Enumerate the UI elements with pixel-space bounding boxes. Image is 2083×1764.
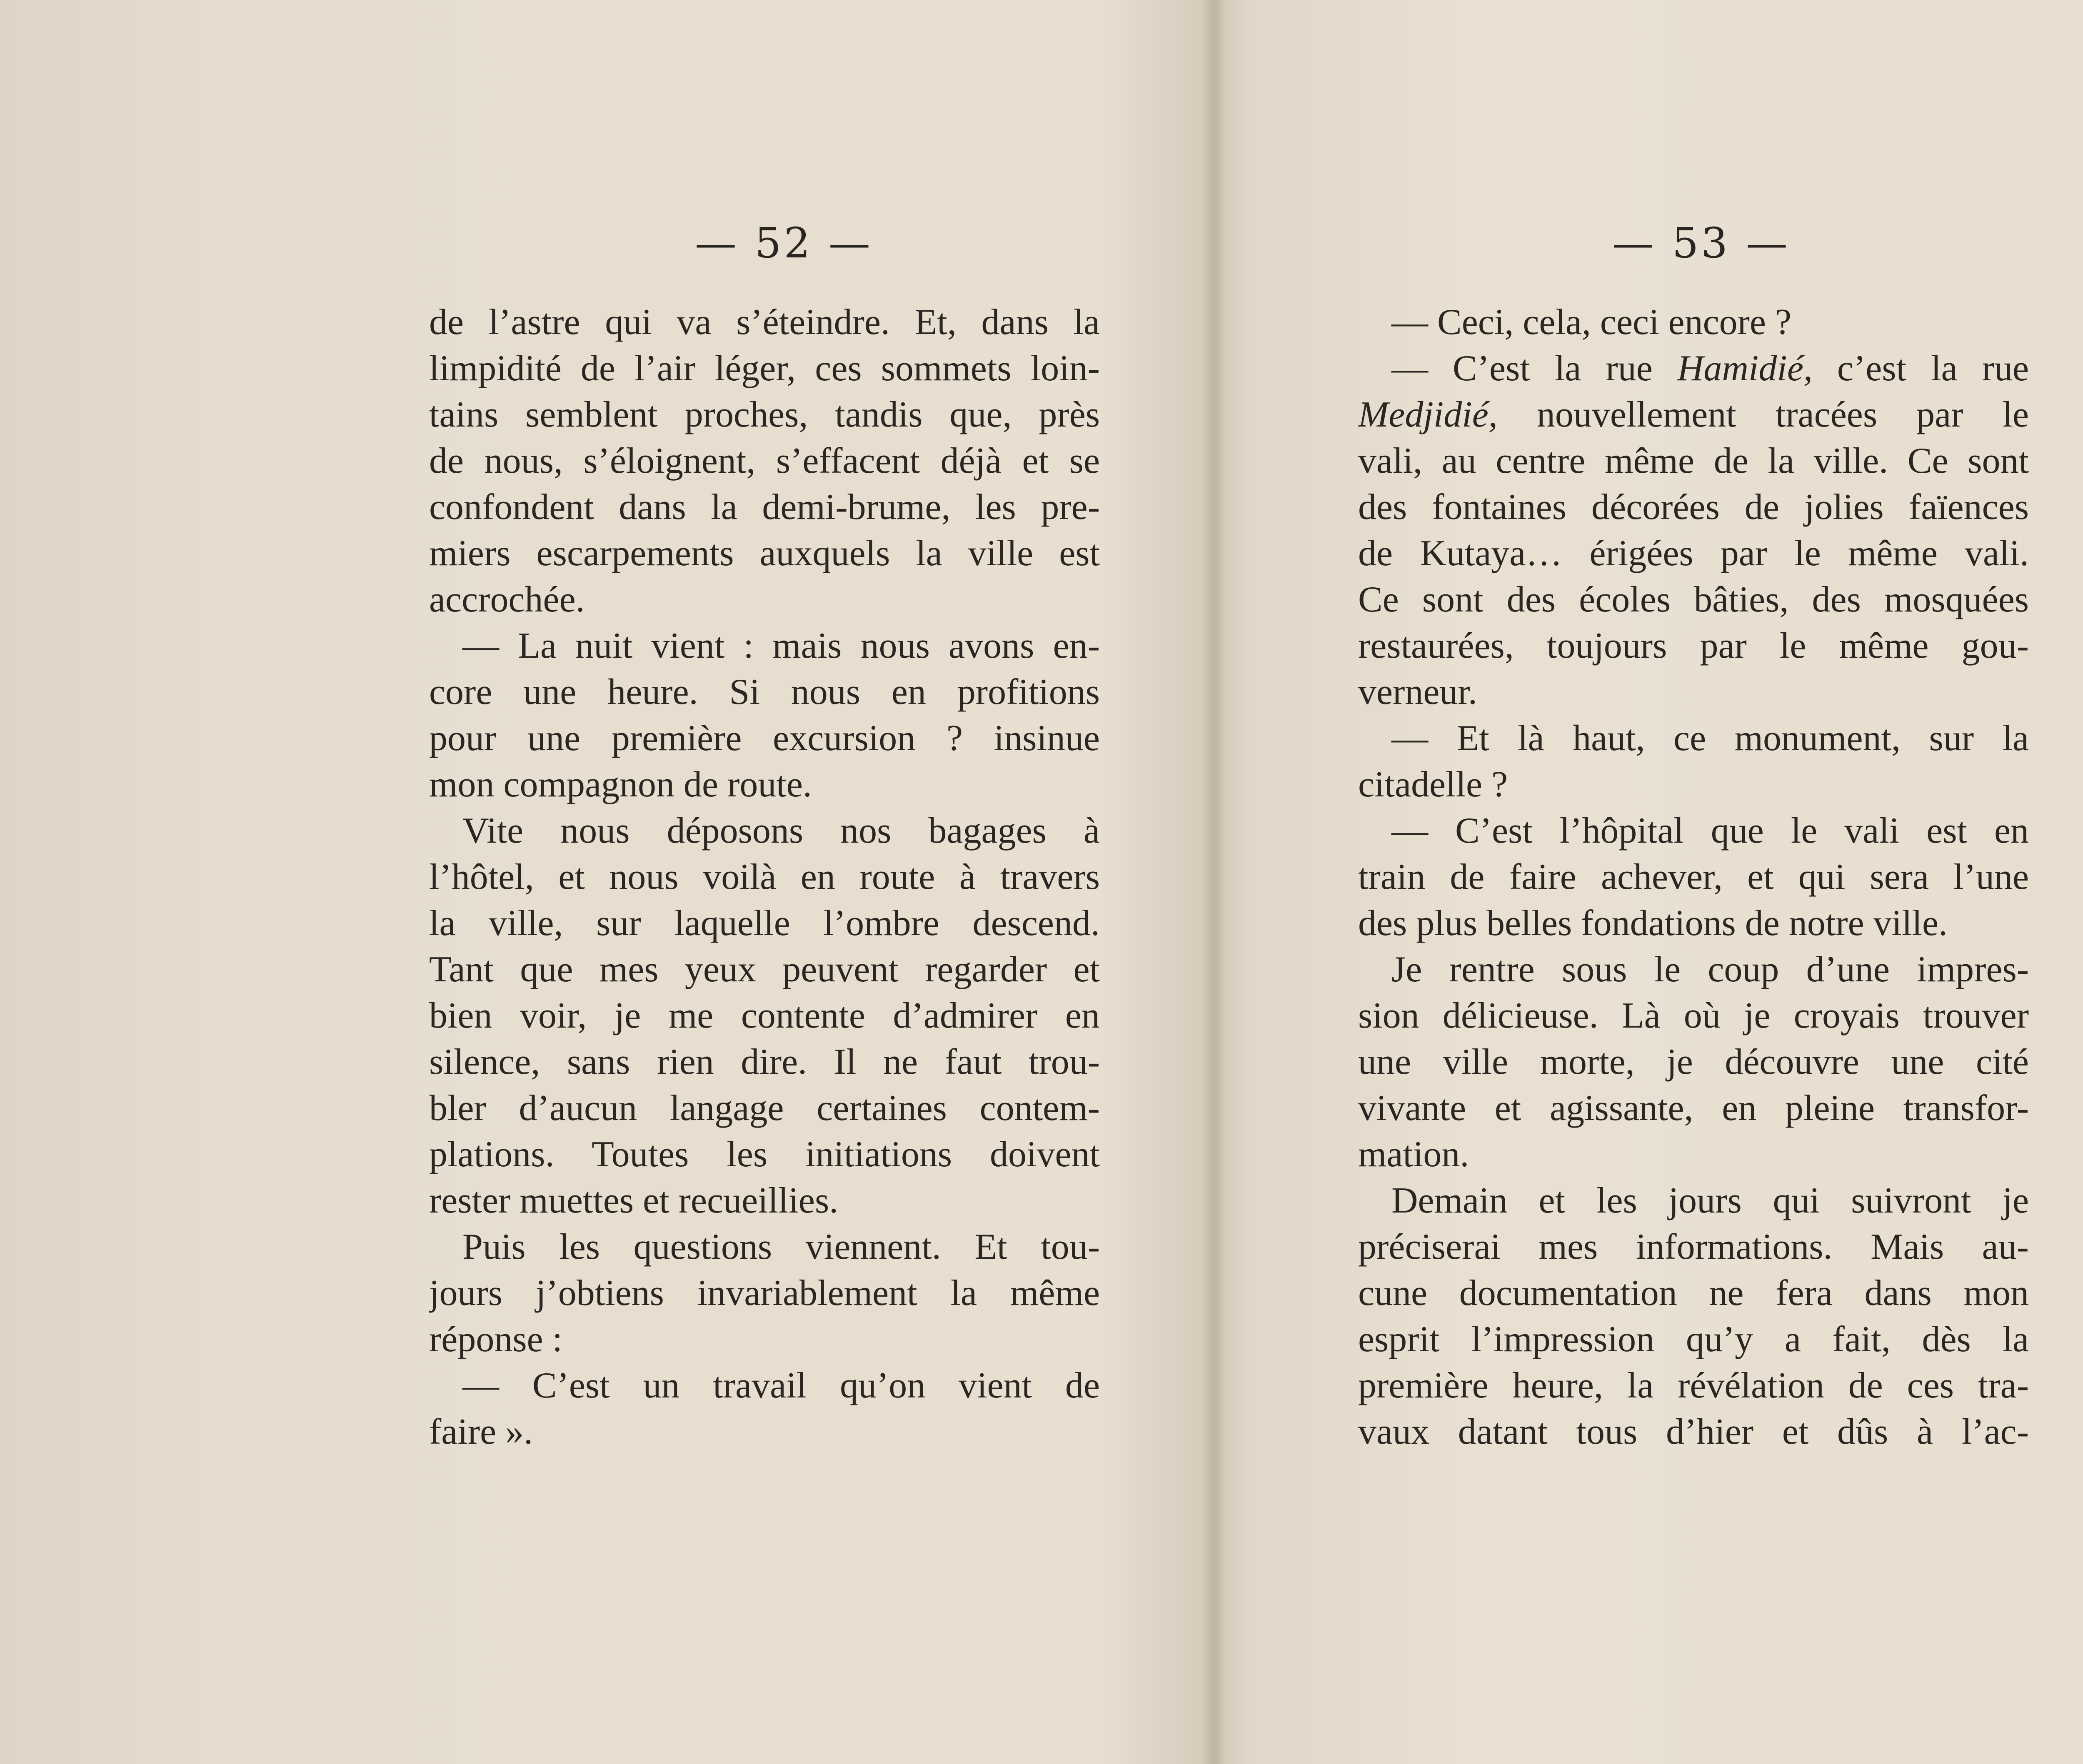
text-line: Ce sont des écoles bâties, des mosquées (1358, 579, 2029, 620)
text-line: Medjidié, nouvellement tracées par le (1358, 394, 2029, 435)
text-line: mon compagnon de route. (429, 764, 812, 805)
text-line: la ville, sur laquelle l’ombre descend. (429, 903, 1100, 943)
text-line: de l’astre qui va s’éteindre. Et, dans la (429, 302, 1100, 342)
right-page (1225, 0, 2083, 1764)
text-line: miers escarpements auxquels la ville est (429, 533, 1100, 574)
text-line: sion délicieuse. Là où je croyais trouver (1358, 996, 2029, 1036)
text-line: — C’est l’hôpital que le vali est en (1391, 811, 2029, 851)
text-line: — La nuit vient : mais nous avons en- (462, 626, 1100, 666)
text-line: mation. (1358, 1134, 1469, 1175)
text-line: — C’est la rue Hamidié, c’est la rue (1391, 348, 2029, 389)
text-line: — C’est un travail qu’on vient de (462, 1365, 1100, 1406)
text-line: Demain et les jours qui suivront je (1391, 1180, 2029, 1221)
text-line: des plus belles fondations de notre ville. (1358, 903, 1948, 943)
text-line: jours j’obtiens invariablement la même (429, 1273, 1100, 1313)
text-line: Puis les questions viennent. Et tou- (462, 1227, 1100, 1267)
page-number-right: — 53 — (1612, 219, 1790, 267)
text-line: préciserai mes informations. Mais au- (1358, 1227, 2029, 1267)
text-line: citadelle ? (1358, 764, 1508, 805)
text-line: une ville morte, je découvre une cité (1358, 1042, 2029, 1082)
text-line: vaux datant tous d’hier et dûs à l’ac- (1358, 1412, 2029, 1452)
text-line: — Ceci, cela, ceci encore ? (1391, 302, 1792, 342)
right-page-text (1358, 299, 2029, 1455)
text-line: bler d’aucun langage certaines contem- (429, 1088, 1100, 1128)
text-line: confondent dans la demi-brume, les pre- (429, 487, 1100, 527)
street-name-italic: Medjidié, (1358, 394, 1498, 435)
text-line: silence, sans rien dire. Il ne faut trou- (429, 1042, 1100, 1082)
text-line: pour une première excursion ? insinue (429, 718, 1100, 758)
text-line: restaurées, toujours par le même gou- (1358, 626, 2029, 666)
text-line: première heure, la révélation de ces tra- (1358, 1365, 2029, 1406)
text-line: de nous, s’éloignent, s’effacent déjà et se (429, 441, 1100, 481)
text-line: faire ». (429, 1412, 533, 1452)
text-line: core une heure. Si nous en profitions (429, 672, 1100, 712)
text-line: Vite nous déposons nos bagages à (462, 811, 1100, 851)
text-line: vivante et agissante, en pleine transfor- (1358, 1088, 2029, 1128)
text-line: Je rentre sous le coup d’une impres- (1391, 949, 2029, 990)
text-line: plations. Toutes les initiations doivent (429, 1134, 1100, 1175)
left-page-text (429, 299, 1100, 1455)
text-line: bien voir, je me contente d’admirer en (429, 996, 1100, 1036)
text-line: Tant que mes yeux peuvent regarder et (429, 949, 1100, 990)
text-line: des fontaines décorées de jolies faïences (1358, 487, 2029, 527)
text-line: esprit l’impression qu’y a fait, dès la (1358, 1319, 2029, 1360)
street-name-italic: Hamidié, (1677, 348, 1813, 389)
text-line: tains semblent proches, tandis que, près (429, 394, 1100, 435)
text-line: cune documentation ne fera dans mon (1358, 1273, 2029, 1313)
text-line: vali, au centre même de la ville. Ce sont (1358, 441, 2029, 481)
text-line: de Kutaya… érigées par le même vali. (1358, 533, 2029, 574)
text-line: accrochée. (429, 579, 585, 620)
text-line: — Et là haut, ce monument, sur la (1391, 718, 2029, 758)
text-line: l’hôtel, et nous voilà en route à travers (429, 857, 1100, 897)
text-line: verneur. (1358, 672, 1477, 712)
text-line: rester muettes et recueillies. (429, 1180, 839, 1221)
page-number-left: — 52 — (695, 219, 873, 267)
text-line: limpidité de l’air léger, ces sommets loin- (429, 348, 1100, 389)
text-line: train de faire achever, et qui sera l’une (1358, 857, 2029, 897)
text-line: réponse : (429, 1319, 563, 1360)
